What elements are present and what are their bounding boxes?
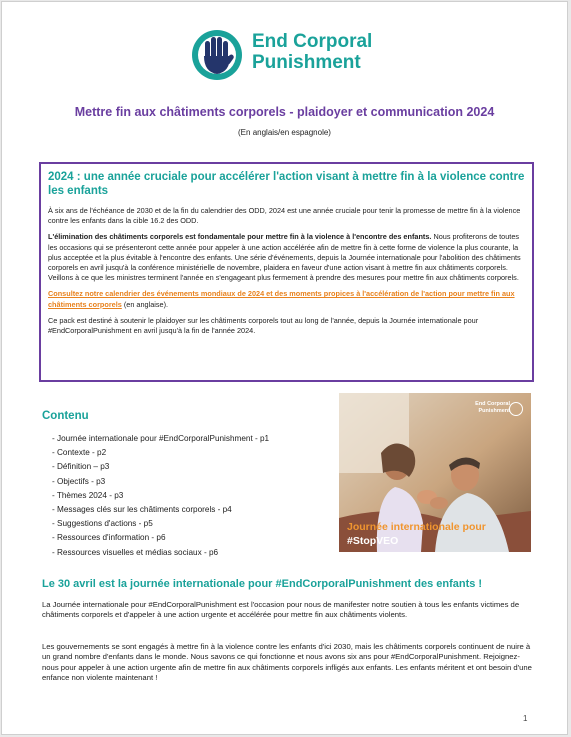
contents-item: - Ressources d'information - p6 [52,533,166,543]
logo [190,28,390,86]
contents-item: - Objectifs - p3 [52,476,106,486]
logo-line-1: End Corporal [252,31,373,52]
box-paragraph-4: Ce pack est destiné à soutenir le plaidoyer sur les châtiments corporels tout au long de l'année, depuis la Journée internationale pour #EndCorporalPunishment en avril jusqu'à la fin de l'année 2024. [48,315,479,336]
april-paragraph-1: La Journée internationale pour #EndCorporalPunishment est l'occasion pour nous de manifester notre soutien à tous les enfants victimes de châtiments corporels et d'appeler à une action urgente et accélérée pour mettre fin aux châtiments violents. [42,600,520,620]
box-paragraph-2-bold: L'élimination des châtiments corporels est fondamentale pour mettre fin à la violence à l'encontre des enfants. [48,232,432,242]
photo-logo-line-1: End Corporal [475,401,510,407]
document-title: Mettre fin aux châtiments corporels - plaidoyer et communication 2024 [74,105,495,119]
photo-logo-icon [509,402,523,416]
box-paragraph-1: À six ans de l'échéance de 2030 et de la fin du calendrier des ODD, 2024 est une année cruciale pour tenir la promesse de mettre fin à la violence contre les enfants dans la cible 16.2 des ODD. [48,206,521,226]
photo-caption-1: Journée internationale pour [347,521,486,533]
language-note: (En anglais/en espagnole) [238,128,331,137]
page-number: 1 [523,714,528,723]
contents-item: - Suggestions d'actions - p5 [52,519,153,529]
april-heading: Le 30 avril est la journée internationale pour #EndCorporalPunishment des enfants ! [42,578,483,590]
box-paragraph-2 [48,232,525,283]
document-page [1,1,568,735]
box-paragraph-2-text: Nous profiterons de toutes les occasions qui se présenteront cette année pour appeler à une action accélérée afin de mettre fin à cette forme de violence la plus courante, la plus acceptée et la plus évitable à l'encontre des enfants. Une série d'événements, depuis la Journée internationale pour l'abolition des châtiments corporels en avril jusqu'à la conférence ministérielle de novembre, plaidera en faveur d'une action visant à mettre fin aux châtiments corporels. Veillons à ce que les ministres terminent l'année en s'engageant plus fermement à prendre des mesures pour mettre fin aux châtiments corporels. [48,232,521,283]
contents-item: - Messages clés sur les châtiments corporels - p4 [52,505,232,515]
photo-caption-2: #StopVEO [347,535,399,547]
highlight-box [39,162,534,382]
contents-item: - Contexte - p2 [52,448,107,458]
box-paragraph-3-text: (en anglaise). [121,299,169,309]
calendar-link[interactable]: Consultez notre calendrier des événements mondiaux de 2024 et des moments propices à l'accélération de l'action pour mettre fin aux châtiments corporels [48,289,515,309]
contents-item: - Journée internationale pour #EndCorporalPunishment - p1 [52,434,270,443]
hand-logo-icon [190,28,244,82]
contents-item: - Définition – p3 [52,462,110,472]
photo-logo-line-2: Punishment [478,407,510,414]
photo-logo-text [472,401,510,414]
campaign-photo [339,393,531,552]
contents-item: - Ressources visuelles et médias sociaux - p6 [52,547,219,557]
contents-heading: Contenu [42,410,89,422]
box-heading: 2024 : une année cruciale pour accélérer l'action visant à mettre fin à la violence contre les enfants [48,171,525,197]
logo-wordmark [252,31,372,73]
contents-list [52,432,269,560]
april-paragraph-2: Les gouvernements se sont engagés à mettre fin à la violence contre les enfants d'ici 2030, mais les châtiments corporels continuent de nuire à un grand nombre d'enfants dans le monde. Nous savons ce qui fonctionne et nous avons six ans pour #EndCorporalPunishment. Rejoignez-nous pour appeler à une action urgente afin de mettre fin aux châtiments corporels infligés aux enfants. Les enfants méritent et ont besoin d'une enfance non violente maintenant ! [42,642,532,683]
box-paragraph-3 [48,289,525,309]
logo-line-2: Punishment [252,52,361,73]
contents-item: - Thèmes 2024 - p3 [52,490,124,500]
